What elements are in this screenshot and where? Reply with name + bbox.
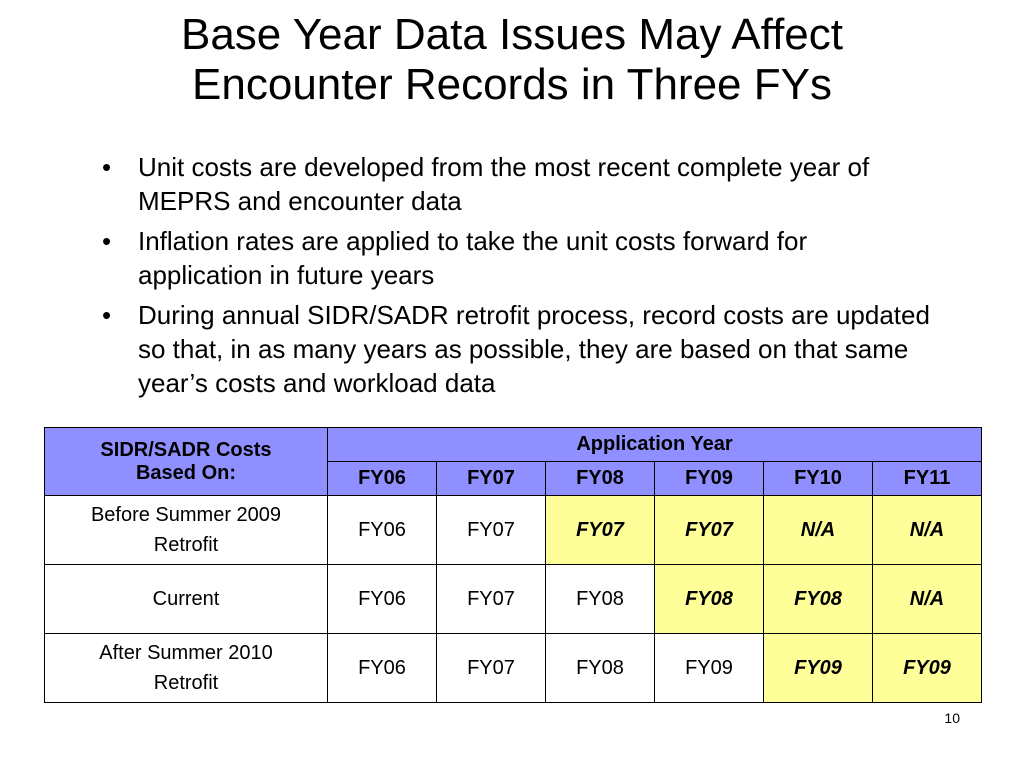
- header-left-line-2: Based On:: [135, 461, 237, 484]
- table-cell: FY09: [655, 634, 764, 703]
- table-row: [45, 634, 982, 703]
- header-application-year: Application Year: [328, 428, 982, 462]
- table-cell: N/A: [873, 565, 982, 634]
- table-row: [45, 565, 982, 634]
- table-cell: FY06: [328, 565, 437, 634]
- row-label: [45, 634, 328, 703]
- bullet-dot-icon: •: [102, 300, 112, 330]
- table-cell: FY07: [437, 496, 546, 565]
- table-header-row: [45, 428, 982, 462]
- bullet-text: Unit costs are developed from the most recent complete year of MEPRS and encounter data: [138, 152, 870, 216]
- table-cell: FY09: [764, 634, 873, 703]
- row-label-line-1: After Summer 2010: [99, 642, 273, 664]
- slide-title-line-1: Base Year Data Issues May Affect: [180, 10, 844, 59]
- bullet-text: Inflation rates are applied to take the unit costs forward for application in future years: [138, 226, 808, 290]
- bullet-item: [100, 298, 930, 400]
- table-cell: FY07: [655, 496, 764, 565]
- header-year: FY10: [764, 462, 873, 496]
- table-cell: FY08: [546, 565, 655, 634]
- row-label: [45, 565, 328, 634]
- table-row: [45, 496, 982, 565]
- header-year: FY07: [437, 462, 546, 496]
- table-cell: FY07: [546, 496, 655, 565]
- row-label: [45, 496, 328, 565]
- bullet-dot-icon: •: [102, 226, 112, 256]
- header-year: FY11: [873, 462, 982, 496]
- table-cell: FY08: [655, 565, 764, 634]
- bullet-item: [100, 150, 930, 218]
- bullet-item: [100, 224, 930, 292]
- header-year: FY09: [655, 462, 764, 496]
- table-cell: FY08: [764, 565, 873, 634]
- table-cell: N/A: [764, 496, 873, 565]
- row-label-line-1: Current: [152, 588, 220, 610]
- application-year-table: [44, 427, 982, 703]
- row-label-line-2: Retrofit: [153, 672, 219, 694]
- table-cell: FY08: [546, 634, 655, 703]
- header-year: FY06: [328, 462, 437, 496]
- bullet-text: During annual SIDR/SADR retrofit process, record costs are updated so that, in as many years as possible, they are based on that same year’s costs and workload data: [138, 300, 930, 398]
- row-label-line-1: Before Summer 2009: [90, 504, 282, 526]
- bullet-dot-icon: •: [102, 152, 112, 182]
- table-cell: FY06: [328, 634, 437, 703]
- slide-title-line-2: Encounter Records in Three FYs: [192, 60, 832, 109]
- header-costs-based-on: [45, 428, 328, 496]
- header-left-line-1: SIDR/SADR Costs: [100, 438, 272, 461]
- table-cell: FY09: [873, 634, 982, 703]
- row-label-line-2: Retrofit: [153, 534, 219, 556]
- slide-title: [0, 10, 1024, 110]
- table-cell: FY07: [437, 634, 546, 703]
- page-number: 10: [944, 710, 960, 726]
- bullet-list: [100, 150, 930, 406]
- table-cell: N/A: [873, 496, 982, 565]
- table-cell: FY06: [328, 496, 437, 565]
- header-year: FY08: [546, 462, 655, 496]
- table-cell: FY07: [437, 565, 546, 634]
